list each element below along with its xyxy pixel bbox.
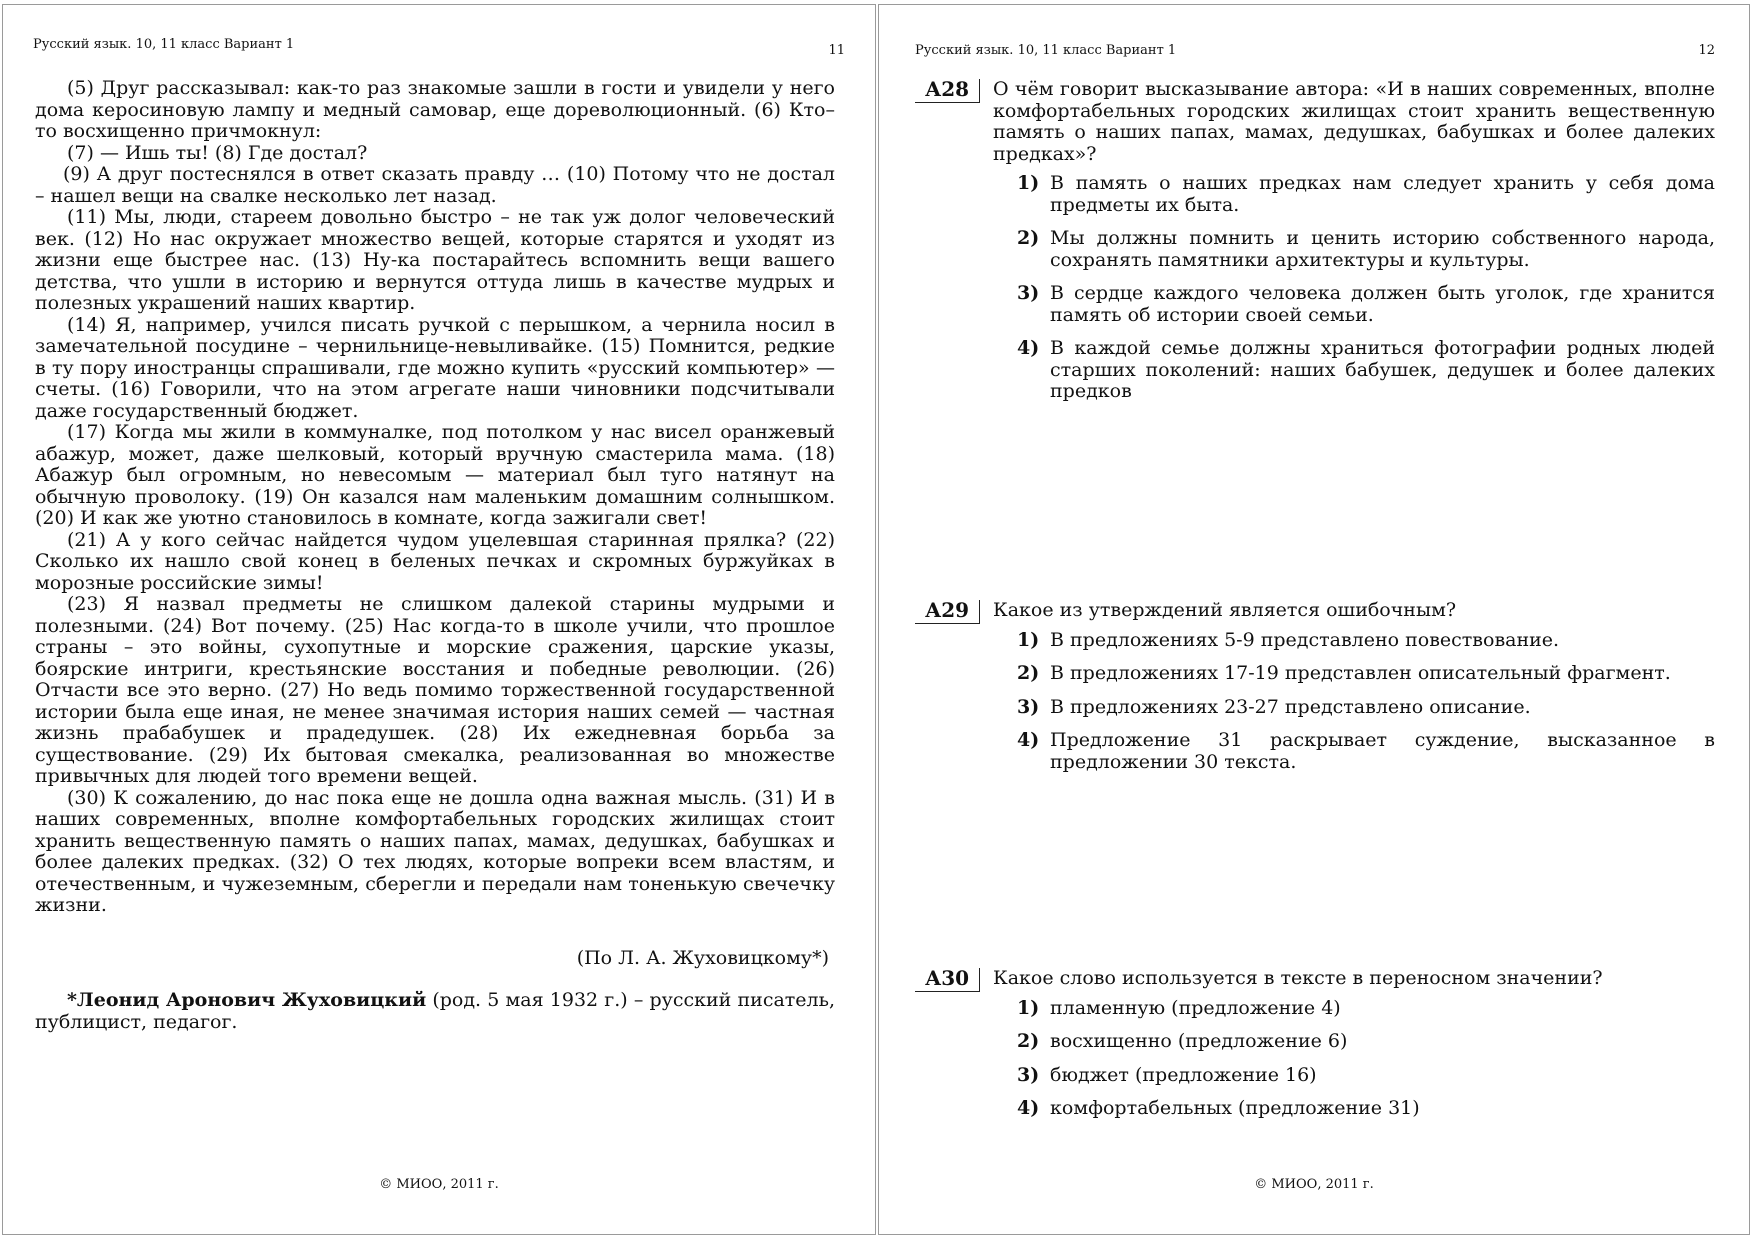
option-text: В сердце каждого человека должен быть уголок, где хранится память об истории своей семьи. (1050, 282, 1715, 326)
page-number: 12 (1698, 43, 1715, 58)
answer-option[interactable] (1017, 1097, 1715, 1120)
answer-option[interactable] (1017, 628, 1715, 652)
option-text: В предложениях 23-27 представлено описание. (1050, 695, 1531, 718)
answer-option[interactable] (1017, 662, 1715, 685)
paragraph: (14) Я, например, учился писать ручкой с перышком, а чернила носил в замечательной посудине – чернильнице-невыливайке. (15) Помнится, редкие в ту пору иностранцы спрашивали, где можно купить «русский компьютер» — счеты. (16) Говорили, что на этом агрегате наши чиновники подсчитывали даже государственный бюджет. (35, 313, 835, 422)
page-footer: © МИОО, 2011 г. (1254, 1177, 1374, 1192)
paragraph: (30) К сожалению, до нас пока еще не дошла одна важная мысль. (31) И в наших современных, вполне комфортабельных городских жилищах стоит хранить вещественную память о наших папах, мамах, дедушках, бабушках и более далеких предках. (32) О тех людях, которые вопреки всем властям, и отечественным, и чужеземным, сберегли и передали нам тоненькую свечечку жизни. (35, 786, 835, 916)
option-text: В предложениях 5-9 представлено повествование. (1050, 628, 1560, 651)
answer-option[interactable] (1017, 172, 1715, 216)
page-right (878, 4, 1750, 1235)
answer-option[interactable] (1017, 282, 1715, 326)
page-left (2, 4, 876, 1235)
source-attribution: (По Л. А. Жуховицкому*) (576, 946, 829, 969)
option-text: комфортабельных (предложение 31) (1050, 1097, 1420, 1119)
option-number: 1) (1017, 628, 1040, 651)
paragraph: (9) А друг постеснялся в ответ сказать правду … (10) Потому что не достал – нашел вещи на свалке несколько лет назад. (35, 163, 835, 207)
question-id: А29 (915, 600, 980, 624)
answer-option[interactable] (1017, 695, 1715, 719)
answer-options (915, 630, 1715, 774)
option-text: Мы должны помнить и ценить историю собственного народа, сохранять памятники архитектуры и культуры. (1050, 227, 1715, 271)
paragraph: (17) Когда мы жили в коммуналке, под потолком у нас висел оранжевый абажур, может, даже шелковый, который вручную смастерила мама. (18) Абажур был огромным, но невесомым — материал был туго натянут на обычную проволоку. (19) Он казался нам маленьким домашним солнышком. (20) И как же уютно становилось в комнате, когда зажигали свет! (35, 421, 835, 529)
question-text: Какое из утверждений является ошибочным? (993, 599, 1457, 621)
answer-option[interactable] (1017, 227, 1715, 271)
option-text: В каждой семье должны храниться фотографии родных людей старших поколений: наших бабушек, дедушек и более далеких предков (1050, 337, 1715, 402)
option-number: 2) (1017, 1030, 1040, 1052)
answer-options (915, 998, 1715, 1120)
paragraph: (7) — Ишь ты! (8) Где достал? (67, 141, 368, 164)
answer-option[interactable] (1017, 729, 1715, 773)
paragraph: (5) Друг рассказывал: как-то раз знакомые зашли в гости и увидели у него дома керосиновую лампу и медный самовар, еще дореволюционный. (6) Кто–то восхищенно причмокнул: (35, 77, 835, 142)
passage-text (35, 78, 835, 1033)
option-number: 3) (1017, 282, 1040, 304)
option-text: пламенную (предложение 4) (1050, 996, 1341, 1019)
option-number: 3) (1017, 695, 1040, 718)
header-subject: Русский язык. 10, 11 класс Вариант 1 (33, 37, 295, 52)
author-footnote (35, 990, 835, 1033)
question-a28 (915, 79, 1715, 415)
answer-options (915, 173, 1715, 403)
page-number: 11 (828, 43, 845, 58)
page-footer: © МИОО, 2011 г. (379, 1177, 499, 1192)
option-number: 1) (1017, 172, 1040, 194)
option-text: бюджет (предложение 16) (1050, 1063, 1317, 1086)
paragraph: (11) Мы, люди, стареем довольно быстро – не так уж долог человеческий век. (12) Но нас окружает множество вещей, которые старятся и уходят из жизни еще быстрее нас. (13) Ну-ка постарайтесь вспомнить вещи вашего детства, что ушли в историю и вернутся оттуда лишь в качестве мудрых и полезных украшений наших квартир. (35, 206, 835, 314)
option-number: 3) (1017, 1063, 1040, 1086)
question-a30 (915, 968, 1715, 1132)
answer-option[interactable] (1017, 337, 1715, 403)
option-number: 4) (1017, 1097, 1040, 1119)
answer-option[interactable] (1017, 996, 1715, 1020)
paragraph: (23) Я назвал предметы не слишком далекой старины мудрыми и полезными. (24) Вот почему. (25) Нас когда-то в школе учили, что прошлое страны – это войны, сухопутные и морские сражения, царские указы, боярские интриги, крестьянские восстания и победные революции. (26) Отчасти все это верно. (27) Но ведь помимо торжественной государственной истории была еще иная, не менее значимая история наших семей — частная жизнь прабабушек и прадедушек. (28) Их ежедневная борьба за существование. (29) Их бытовая смекалка, реализованная во множестве привычных для людей того времени вещей. (35, 593, 835, 787)
option-number: 4) (1017, 729, 1040, 751)
option-text: В память о наших предках нам следует хранить у себя дома предметы их быта. (1050, 172, 1715, 216)
answer-option[interactable] (1017, 1063, 1715, 1087)
question-text: Какое слово используется в тексте в переносном значении? (993, 967, 1603, 989)
option-number: 2) (1017, 662, 1040, 684)
footnote-text: (род. 5 мая 1932 г.) – русский писатель, публицист, педагог. (35, 989, 836, 1033)
question-a29 (915, 600, 1715, 785)
option-number: 4) (1017, 337, 1040, 359)
question-id: А30 (915, 968, 980, 992)
paragraph: (21) А у кого сейчас найдется чудом уцелевшая старинная прялка? (22) Сколько их нашло свой конец в беленых печках и скромных буржуйках в морозные российские зимы! (35, 528, 835, 594)
option-text: В предложениях 17-19 представлен описательный фрагмент. (1050, 662, 1671, 684)
option-text: Предложение 31 раскрывает суждение, высказанное в предложении 30 текста. (1050, 729, 1715, 773)
question-text: О чём говорит высказывание автора: «И в наших современных, вполне комфортабельных городских жилищах стоит хранить вещественную память о наших папах, мамах, дедушках, бабушках и более далеких предках»? (993, 78, 1715, 165)
option-number: 1) (1017, 996, 1040, 1019)
footnote-author-name: *Леонид Аронович Жуховицкий (67, 989, 427, 1011)
option-number: 2) (1017, 227, 1040, 249)
answer-option[interactable] (1017, 1030, 1715, 1053)
header-subject: Русский язык. 10, 11 класс Вариант 1 (915, 43, 1177, 58)
option-text: восхищенно (предложение 6) (1050, 1030, 1348, 1052)
question-id: А28 (915, 79, 980, 103)
